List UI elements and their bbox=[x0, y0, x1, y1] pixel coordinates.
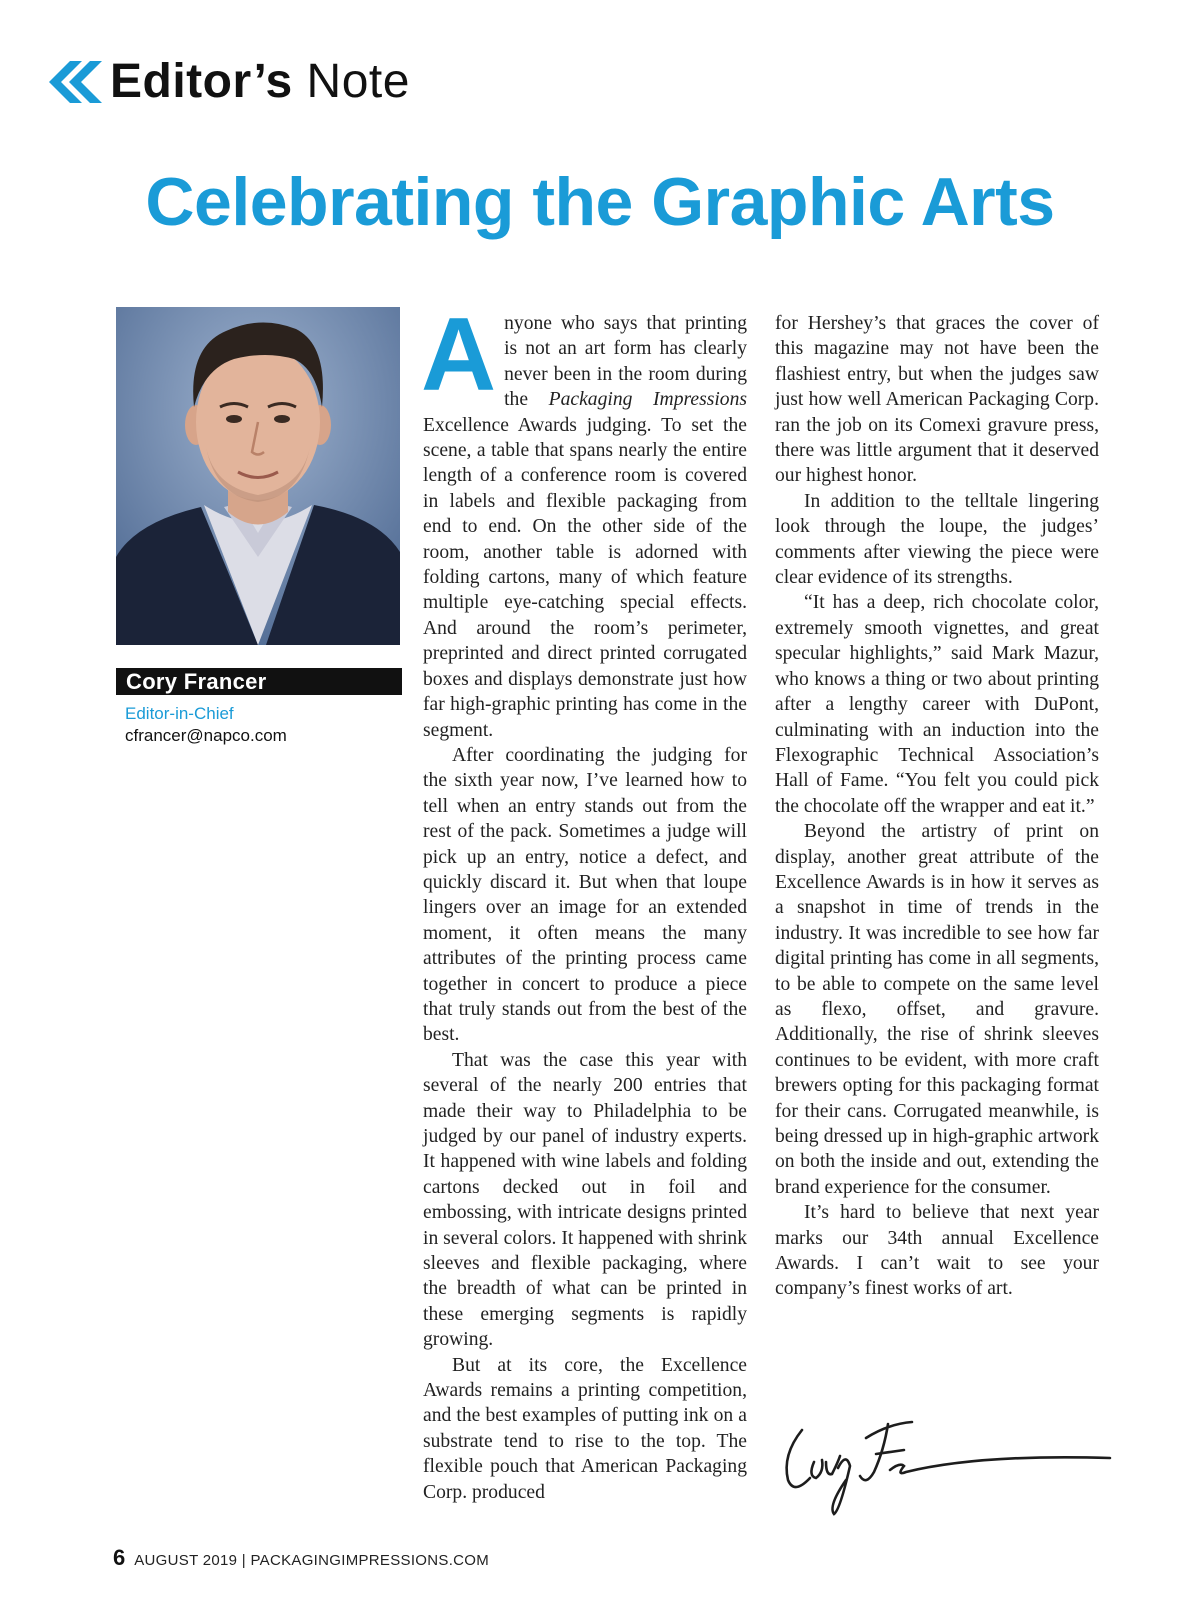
portrait-photo bbox=[116, 307, 400, 645]
drop-cap: A bbox=[421, 297, 497, 413]
paragraph-6: “It has a deep, rich chocolate color, extremely smooth vignettes, and great specular highlights,” said Mark Mazur, who knows a thing or two about printing after a lengthy career with DuPont, culminating with an induction into the Flexographic Technical Association’s Hall of Fame. “You felt you could pick the chocolate off the wrapper and eat it.” bbox=[775, 592, 1099, 817]
paragraph-4-continued: for Hershey’s that graces the cover of this magazine may not have been the flashiest entry, but when the judges saw just how well American Packaging Corp. ran the job on its Comexi gravure press, there was little argument that it deserved our highest honor. bbox=[775, 313, 1099, 487]
signature bbox=[780, 1410, 1120, 1520]
article-column-1 bbox=[421, 297, 747, 1505]
article-headline: Celebrating the Graphic Arts bbox=[145, 164, 1055, 240]
section-header bbox=[46, 52, 410, 112]
section-title-light: Note bbox=[292, 55, 410, 108]
author-email[interactable]: cfrancer@napco.com bbox=[125, 726, 287, 745]
paragraph-2: After coordinating the judging for the sixth year now, I’ve learned how to tell when an entry stands out from the rest of the pack. Sometimes a judge will pick up an entry, notice a defect, and quickly discard it. But when that loupe lingers over an image for an extended moment, it often means the many attributes of the printing process came together in concert to produce a piece that truly stands out from the best of the best. bbox=[423, 744, 747, 1046]
page-number: 6 bbox=[113, 1545, 126, 1570]
page-footer bbox=[113, 1545, 489, 1571]
paragraph-3: That was the case this year with several of the nearly 200 entries that made their way to Philadelphia to be judged by our panel of industry experts. It happened with wine labels and folding cartons decked out in foil and embossing, with intricate designs printed in several colors. It happened with shrink sleeves and flexible packaging, where the breadth of what can be printed in these emerging segments is rapidly growing. bbox=[423, 1049, 747, 1351]
paragraph-1-text: nyone who says that printing is not an art form has clearly never been in the room during the bbox=[504, 313, 747, 411]
double-chevron-left-icon bbox=[46, 59, 104, 105]
author-photo bbox=[116, 307, 400, 645]
author-name: Cory Francer bbox=[116, 668, 402, 695]
author-role: Editor-in-Chief bbox=[125, 704, 234, 723]
publication-name: Packaging Impressions bbox=[548, 389, 747, 411]
paragraph-8: It’s hard to believe that next year marks our 34th annual Excellence Awards. I can’t wait to see your company’s finest works of art. bbox=[775, 1202, 1099, 1300]
paragraph-7: Beyond the artistry of print on display, another great attribute of the Excellence Awards is in how it serves as a snapshot in time of trends in the industry. It was incredible to see how far digital printing has come in all segments, to be able to compete on the same level as flexo, offset, and gravure. Additionally, the rise of shrink sleeves continues to be evident, with more craft brewers opting for this packaging format for their cans. Corrugated meanwhile, is being dressed up in high-graphic artwork on both the inside and out, extending the brand experience for the consumer. bbox=[775, 821, 1099, 1198]
paragraph-1 bbox=[421, 297, 747, 743]
paragraph-4: But at its core, the Excellence Awards remains a printing competition, and the best examples of putting ink on a substrate tend to rise to the top. The flexible pouch that American Packaging Corp. produced bbox=[423, 1354, 747, 1503]
section-title bbox=[110, 55, 410, 108]
section-title-bold: Editor’s bbox=[110, 55, 293, 108]
paragraph-1-end: Excellence Awards judging. To set the scene, a table that spans nearly the entire length of a conference room is covered in labels and flexible packaging from end to end. On the other side of the room, another table is adorned with folding cartons, many of which feature multiple eye-catching special effects. And around the room’s perimeter, preprinted and direct printed corrugated boxes and displays demonstrate just how far high-graphic printing has come in the segment. bbox=[423, 414, 747, 741]
article-column-2 bbox=[775, 311, 1099, 1302]
footer-text: AUGUST 2019 | PACKAGINGIMPRESSIONS.COM bbox=[134, 1552, 490, 1569]
paragraph-5: In addition to the telltale lingering look through the loupe, the judges’ comments after viewing the piece were clear evidence of its strengths. bbox=[775, 490, 1099, 589]
